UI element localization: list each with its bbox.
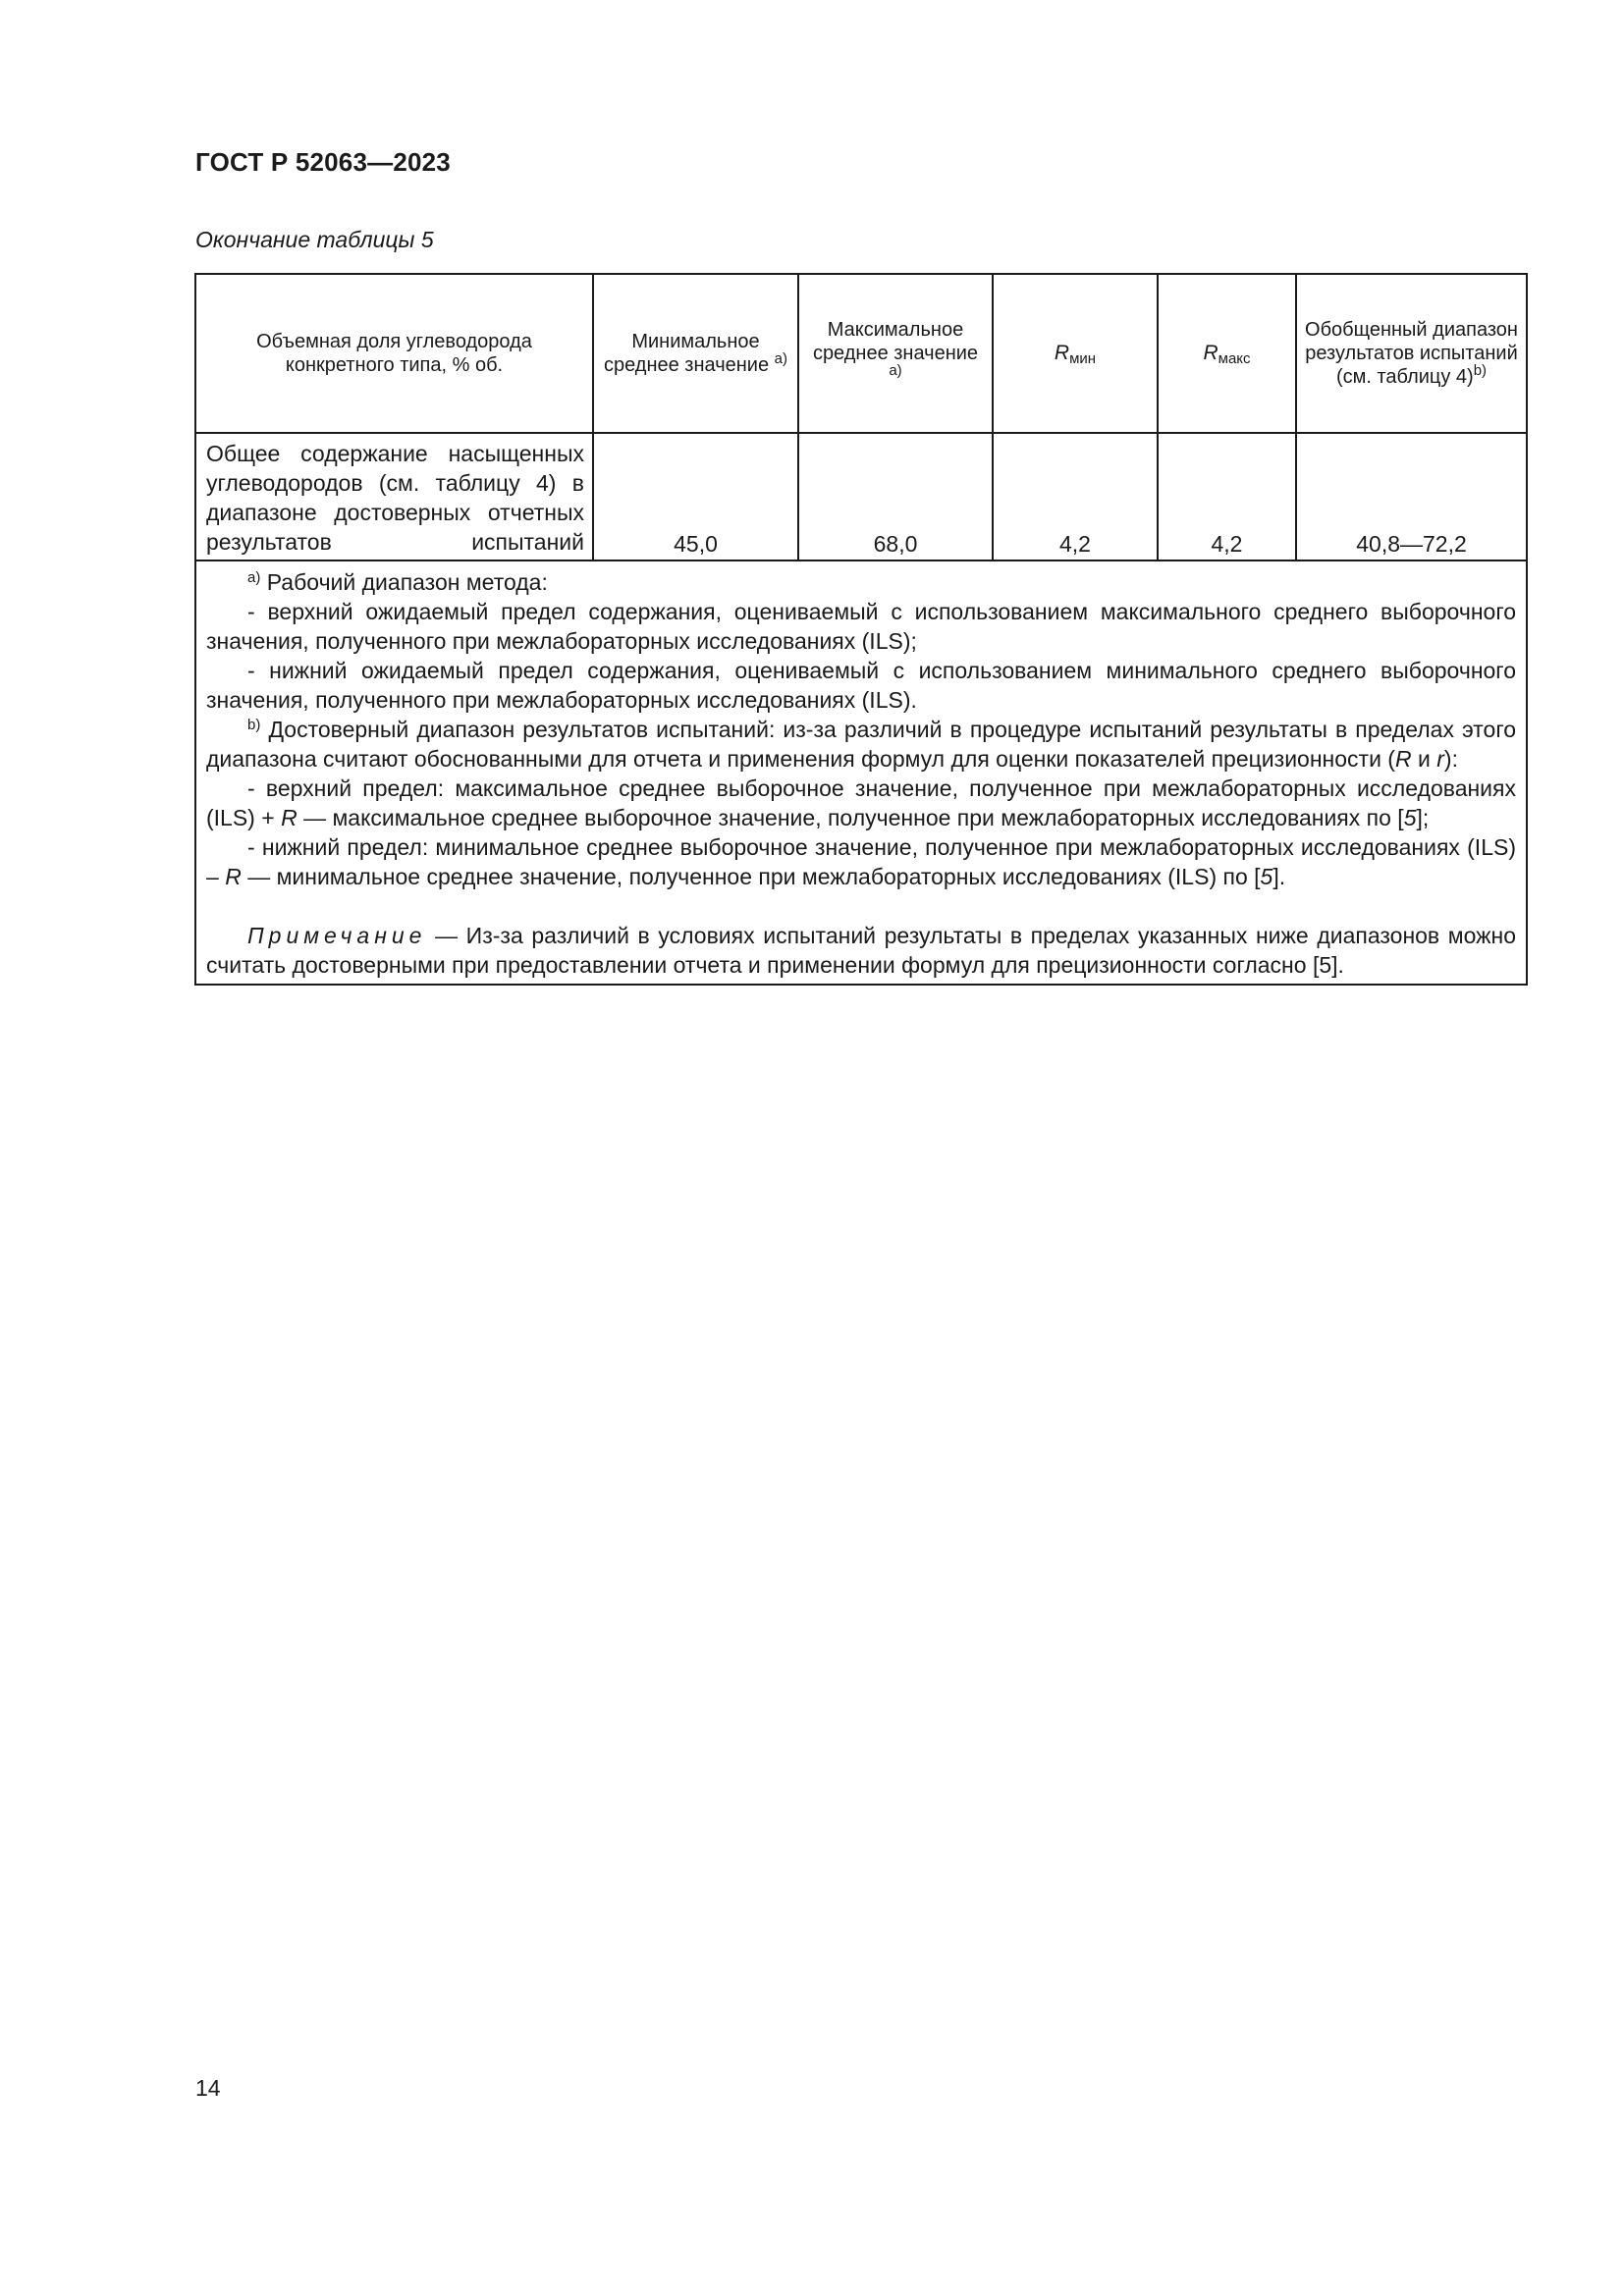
footnote-b-upper-R: R: [281, 805, 298, 830]
notes-row: [195, 561, 1527, 985]
footnote-b-lower-2: — минимальное среднее значение, полученное при межлабораторных исследованиях (ILS) по [: [241, 864, 1261, 889]
footnote-b-lower-R: R: [225, 864, 242, 889]
footnote-b-lower-ref: 5: [1260, 864, 1273, 889]
header-r-max-symbol: R: [1203, 342, 1218, 364]
header-min-mean-text: Минимальное среднее значение: [603, 331, 770, 376]
footnote-a-title: [206, 567, 1516, 597]
table-header-row: [195, 274, 1527, 433]
footnote-b-lower-1: - нижний предел: минимальное среднее выборочное значение, полученное при межлабораторных исследованиях (ILS) –: [206, 834, 1516, 889]
footnote-b-r: r: [1436, 746, 1444, 772]
footnote-b-text-1: Достоверный диапазон результатов испытаний: из-за различий в процедуре испытаний результаты в пределах этого диапазона считают обоснованными для отчета и применения формул для оценки показателей прецизионности (: [206, 717, 1516, 772]
header-r-max-subscript: макс: [1218, 350, 1251, 367]
footnote-b-and: и: [1411, 746, 1437, 772]
header-r-min: [993, 274, 1158, 433]
footnote-b-upper-ref: 5: [1403, 805, 1417, 830]
table-note: [206, 921, 1516, 980]
table-notes: [195, 561, 1527, 985]
header-hydrocarbon-fraction: [195, 274, 593, 433]
header-max-mean: [798, 274, 993, 433]
footnote-b-lower: [206, 832, 1516, 891]
footnote-b-upper: [206, 774, 1516, 832]
header-r-max: [1158, 274, 1296, 433]
footnote-b: [206, 715, 1516, 774]
footnote-b-R: R: [1394, 746, 1412, 772]
header-max-mean-text: Максимальное среднее значение: [812, 319, 979, 364]
header-generalized-range: [1296, 274, 1527, 433]
table-row: [195, 433, 1527, 561]
header-max-mean-footnote: a): [889, 362, 902, 379]
cell-min-mean: 45,0: [593, 433, 798, 561]
cell-r-min: 4,2: [993, 433, 1158, 561]
note-text: — Из-за различий в условиях испытаний результаты в пределах указанных ниже диапазонов можно считать достоверными при предоставлении отчета и применении формул для прецизионности согласно [5].: [206, 923, 1516, 978]
note-label: Примечание: [247, 923, 427, 948]
row-label: Общее содержание насыщенных углеводородов (см. таблицу 4) в диапазоне достоверных отчетных результатов испытаний: [195, 433, 593, 561]
footnote-a-marker: a): [247, 569, 261, 586]
cell-r-max: 4,2: [1158, 433, 1296, 561]
footnote-b-upper-3: ];: [1416, 805, 1430, 830]
header-r-min-subscript: мин: [1069, 350, 1097, 367]
footnote-b-upper-2: — максимальное среднее выборочное значение, полученное при межлабораторных исследованиях по [: [297, 805, 1404, 830]
footnote-a-upper: - верхний ожидаемый предел содержания, оцениваемый с использованием максимального среднего выборочного значения, полученного при межлабораторных исследованиях (ILS);: [206, 599, 1516, 654]
document-id: ГОСТ Р 52063—2023: [195, 147, 451, 177]
cell-max-mean: 68,0: [798, 433, 993, 561]
header-generalized-range-text: Обобщенный диапазон результатов испытаний (см. таблицу 4): [1305, 319, 1518, 388]
header-generalized-range-footnote: b): [1473, 362, 1488, 379]
footnote-b-upper-1: - верхний предел: максимальное среднее выборочное значение, полученное при межлабораторных исследованиях (ILS) +: [206, 775, 1516, 830]
header-min-mean: [593, 274, 798, 433]
table-caption: Окончание таблицы 5: [195, 227, 434, 252]
page-number: 14: [195, 2075, 221, 2101]
table-5: [194, 273, 1528, 986]
footnote-b-lower-3: ].: [1272, 864, 1286, 889]
footnote-a-lower: - нижний ожидаемый предел содержания, оцениваемый с использованием минимального среднего выборочного значения, полученного при межлабораторных исследованиях (ILS).: [206, 658, 1516, 713]
footnote-b-text-2: ):: [1443, 746, 1458, 772]
header-min-mean-footnote: a): [774, 350, 787, 367]
header-r-min-symbol: R: [1054, 342, 1070, 364]
header-hydrocarbon-fraction-text: Объемная доля углеводорода конкретного типа, % об.: [256, 331, 532, 376]
cell-generalized-range: 40,8—72,2: [1296, 433, 1527, 561]
footnote-b-marker: b): [247, 717, 261, 733]
footnote-a-title-text: Рабочий диапазон метода:: [266, 569, 548, 595]
